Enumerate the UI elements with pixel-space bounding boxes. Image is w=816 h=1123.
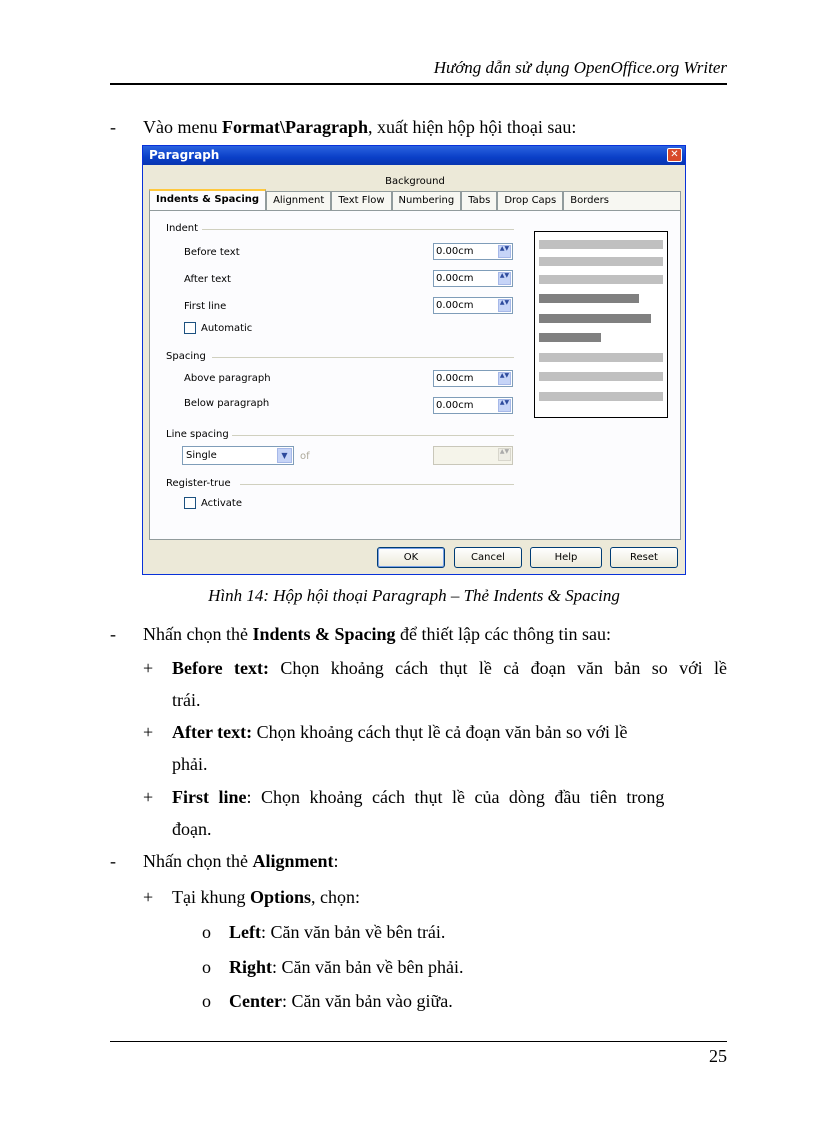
preview-line (539, 275, 663, 284)
first-line-field[interactable] (433, 297, 513, 314)
above-paragraph-field[interactable] (433, 370, 513, 387)
above-paragraph-value: 0.00cm (436, 373, 474, 384)
register-true-divider (240, 484, 514, 485)
text-bold: First line (172, 787, 247, 807)
automatic-label: Automatic (201, 323, 253, 334)
item-line (229, 955, 463, 979)
dialog-titlebar (143, 146, 685, 165)
of-label: of (300, 451, 310, 462)
circle-marker: o (202, 922, 211, 942)
text-suffix: để thiết lập các thông tin sau: (395, 624, 611, 644)
item-continuation: đoạn. (172, 819, 212, 839)
tab-indents-spacing[interactable]: Indents & Spacing (149, 189, 266, 210)
indent-divider (202, 229, 514, 230)
tab-numbering[interactable]: Numbering (392, 191, 462, 210)
spin-icon: ▲▼ (498, 448, 511, 461)
tab-tabs[interactable]: Tabs (461, 191, 497, 210)
item-line (229, 920, 445, 944)
text-bold: Indents & Spacing (252, 624, 396, 644)
text-bold: Before text: (172, 658, 269, 678)
text-bold: Left (229, 922, 261, 942)
text-suffix: : (333, 851, 339, 871)
tab-strip (149, 191, 681, 210)
before-text-value: 0.00cm (436, 246, 474, 257)
text-bold: Right (229, 957, 273, 977)
chevron-down-icon[interactable]: ▼ (277, 448, 292, 463)
tab-text-flow[interactable]: Text Flow (331, 191, 391, 210)
cancel-button[interactable]: Cancel (454, 547, 522, 568)
paragraph-text (143, 622, 611, 646)
paragraph-preview (534, 231, 668, 418)
text-prefix: Nhấn chọn thẻ (143, 624, 253, 644)
dialog-title: Paragraph (149, 148, 220, 162)
paragraph-text (143, 849, 338, 873)
below-paragraph-field[interactable] (433, 397, 513, 414)
after-text-field[interactable] (433, 270, 513, 287)
text-suffix: : Căn văn bản về bên trái. (260, 922, 446, 942)
plus-marker: + (143, 722, 154, 742)
intro-text (143, 115, 576, 139)
text-line: : Chọn khoảng cách thụt lề của dòng đầu tiên trong (246, 787, 665, 807)
text-line: Chọn khoảng cách thụt lề cả đoạn văn bản so với lề (252, 722, 628, 742)
after-text-value: 0.00cm (436, 273, 474, 284)
plus-marker: + (143, 787, 154, 807)
item-continuation: trái. (172, 690, 201, 710)
text-bold: Alignment (252, 851, 334, 871)
before-text-field[interactable] (433, 243, 513, 260)
first-line-label: First line (184, 301, 227, 312)
intro-prefix: Vào menu (143, 117, 222, 137)
activate-label: Activate (201, 498, 242, 509)
first-line-value: 0.00cm (436, 300, 474, 311)
intro-bold: Format\Paragraph (221, 117, 368, 137)
preview-line (539, 392, 663, 401)
preview-line (539, 294, 639, 303)
tab-alignment[interactable]: Alignment (266, 191, 331, 210)
preview-line (539, 314, 651, 323)
below-paragraph-label: Below paragraph (184, 398, 270, 409)
close-button[interactable]: ✕ (667, 148, 682, 162)
tab-panel (149, 210, 681, 540)
text-line: Chọn khoảng cách thụt lề cả đoạn văn bản so với lề (269, 658, 727, 678)
line-spacing-divider (232, 435, 514, 436)
reset-button[interactable]: Reset (610, 547, 678, 568)
paragraph-dialog (142, 145, 686, 575)
item-line (229, 989, 453, 1013)
line-spacing-value-field (433, 446, 513, 465)
spacing-divider (212, 357, 514, 358)
dash-marker: - (110, 851, 116, 871)
indent-section-label: Indent (166, 223, 199, 234)
circle-marker: o (202, 957, 211, 977)
text-bold: After text: (172, 722, 253, 742)
dash-marker: - (110, 117, 116, 137)
ok-button[interactable]: OK (377, 547, 445, 568)
tab-drop-caps[interactable]: Drop Caps (497, 191, 563, 210)
item-line (172, 785, 727, 809)
line-spacing-select[interactable] (182, 446, 294, 465)
spin-icon[interactable]: ▲▼ (498, 245, 511, 258)
text-bold: Options (250, 887, 312, 907)
preview-line (539, 353, 663, 362)
line-spacing-value: Single (186, 450, 217, 461)
help-button[interactable]: Help (530, 547, 602, 568)
text-suffix: : Căn văn bản vào giữa. (281, 991, 453, 1011)
circle-marker: o (202, 991, 211, 1011)
above-paragraph-label: Above paragraph (184, 373, 271, 384)
preview-line (539, 240, 663, 249)
preview-line (539, 372, 663, 381)
plus-marker: + (143, 658, 154, 678)
line-spacing-section-label: Line spacing (166, 429, 229, 440)
header-rule (110, 83, 727, 85)
figure-caption: Hình 14: Hộp hội thoại Paragraph – Thẻ Indents & Spacing (208, 586, 620, 605)
footer-rule (110, 1041, 727, 1042)
text-bold: Center (229, 991, 282, 1011)
tab-background-label: Background (385, 176, 445, 187)
text-prefix: Nhấn chọn thẻ (143, 851, 253, 871)
plus-marker: + (143, 887, 154, 907)
item-line (172, 885, 360, 909)
activate-checkbox[interactable] (184, 497, 196, 509)
preview-line (539, 257, 663, 266)
after-text-label: After text (184, 274, 231, 285)
spin-icon[interactable]: ▲▼ (498, 372, 511, 385)
preview-line (539, 333, 601, 342)
tab-borders[interactable]: Borders (563, 191, 681, 210)
automatic-checkbox[interactable] (184, 322, 196, 334)
item-continuation: phải. (172, 754, 208, 774)
item-line (172, 656, 727, 680)
register-true-section-label: Register-true (166, 478, 231, 489)
spacing-section-label: Spacing (166, 351, 206, 362)
spin-icon[interactable]: ▲▼ (498, 272, 511, 285)
before-text-label: Before text (184, 247, 240, 258)
spin-icon[interactable]: ▲▼ (498, 299, 511, 312)
dash-marker: - (110, 624, 116, 644)
text-prefix: Tại khung (172, 887, 250, 907)
page-number: 25 (709, 1046, 727, 1066)
text-suffix: , chọn: (311, 887, 361, 907)
spin-icon[interactable]: ▲▼ (498, 399, 511, 412)
below-paragraph-value: 0.00cm (436, 400, 474, 411)
intro-suffix: , xuất hiện hộp hội thoại sau: (367, 117, 577, 137)
page-header: Hướng dẫn sử dụng OpenOffice.org Writer (433, 58, 727, 77)
text-suffix: : Căn văn bản về bên phải. (272, 957, 464, 977)
item-line (172, 720, 727, 744)
